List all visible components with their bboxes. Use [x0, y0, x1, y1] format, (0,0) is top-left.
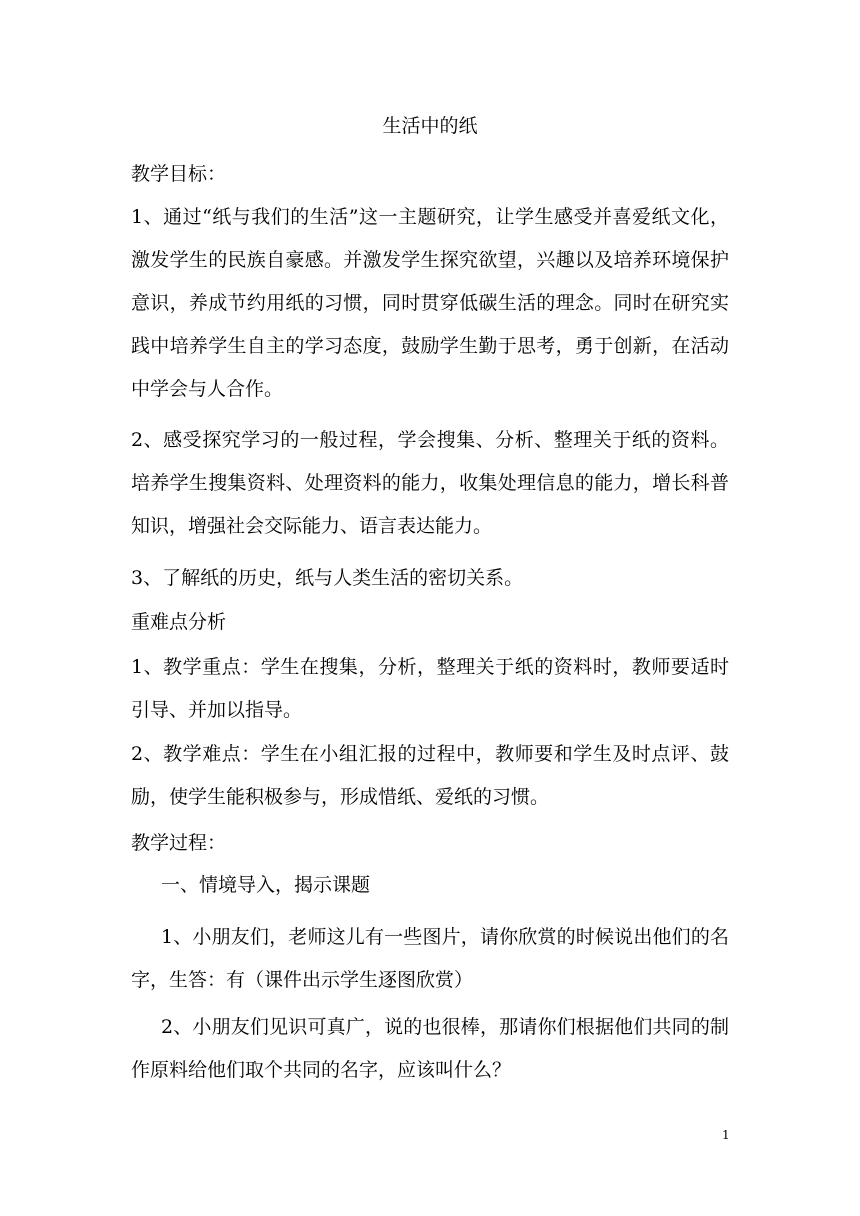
heading-key-difficulties: 重难点分析 [131, 611, 227, 633]
process-section-1-heading: 一、情境导入，揭示课题 [161, 874, 371, 896]
difficulty-paragraph: 2、教学难点：学生在小组汇报的过程中，教师要和学生及时点评、鼓励，使学生能积极参与，形成惜纸、爱纸的习惯。 [131, 743, 729, 808]
page-number: 1 [722, 1128, 730, 1142]
process-step-2-paragraph: 2、小朋友们见识可真广，说的也很棒，那请你们根据他们共同的制作原料给他们取个共同的名字，应该叫什么？ [131, 1016, 729, 1081]
objective-3-paragraph: 3、了解纸的历史，纸与人类生活的密切关系。 [131, 567, 524, 589]
objective-2-paragraph: 2、感受探究学习的一般过程，学会搜集、分析、整理关于纸的资料。培养学生搜集资料、处理资料的能力，收集处理信息的能力，增长科普知识，增强社会交际能力、语言表达能力。 [131, 429, 729, 537]
process-step-1-paragraph: 1、小朋友们，老师这儿有一些图片，请你欣赏的时候说出他们的名字，生答：有（课件出示学生逐图欣赏） [131, 926, 729, 991]
objective-1-paragraph: 1、通过“纸与我们的生活”这一主题研究，让学生感受并喜爱纸文化，激发学生的民族自豪感。并激发学生探究欲望，兴趣以及培养环境保护意识，养成节约用纸的习惯，同时贯穿低碳生活的理念。同时在研究实践中培养学生自主的学习态度，鼓励学生勤于思考，勇于创新，在活动中学会与人合作。 [131, 206, 729, 400]
document-title: 生活中的纸 [382, 115, 478, 137]
key-point-paragraph: 1、教学重点：学生在搜集，分析，整理关于纸的资料时，教师要适时引导、并加以指导。 [131, 656, 729, 721]
heading-teaching-process: 教学过程： [131, 832, 227, 854]
heading-teaching-objectives: 教学目标： [131, 163, 227, 185]
